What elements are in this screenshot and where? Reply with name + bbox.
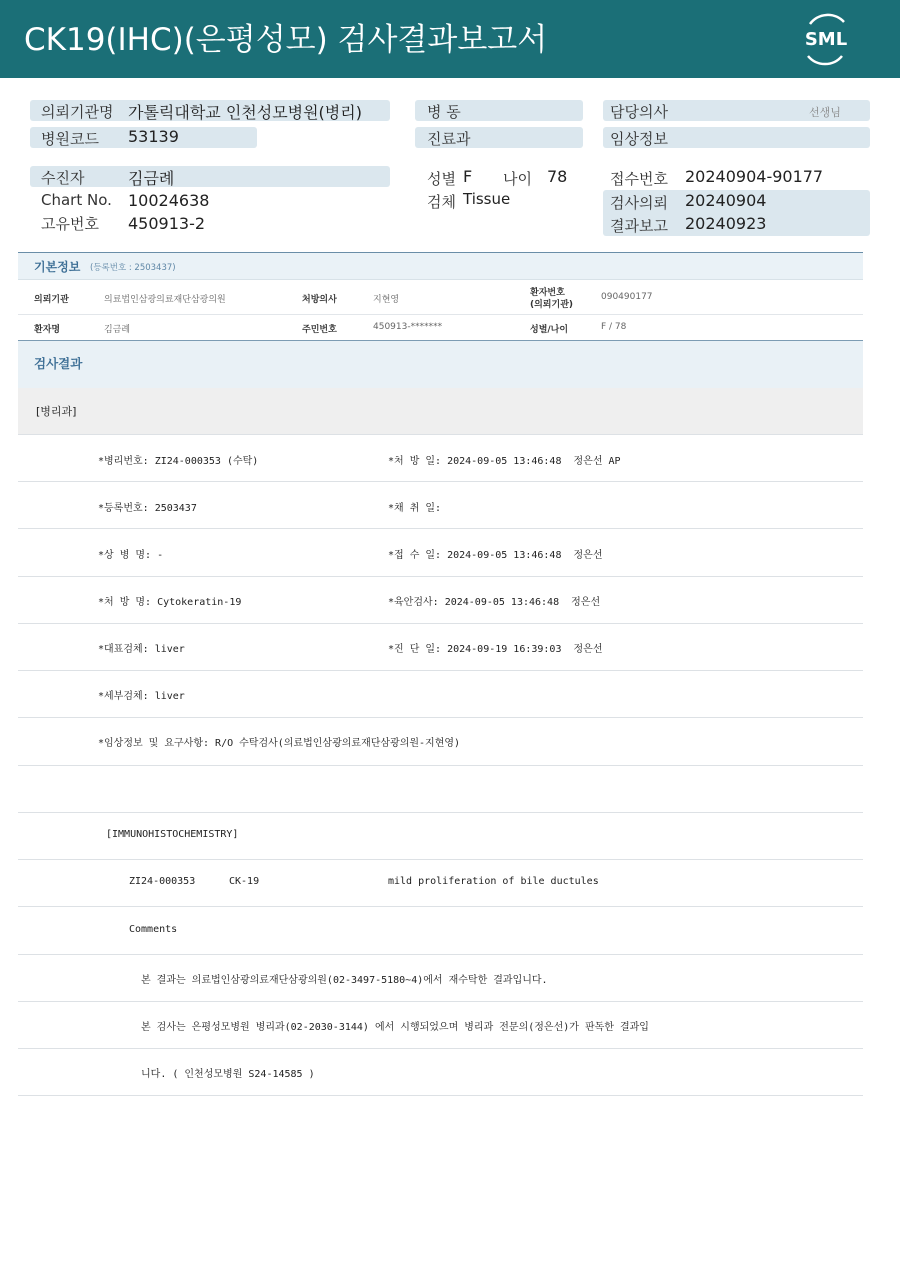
- request-date-value: 20240904: [685, 191, 767, 210]
- patient-no-val: 090490177: [601, 292, 653, 302]
- report-title: CK19(IHC)(은평성모) 검사결과보고서: [24, 22, 548, 58]
- ihc-case: ZI24-000353: [129, 876, 196, 887]
- registration-no: *등록번호: 2503437: [98, 503, 197, 514]
- sex-value: F: [463, 167, 473, 186]
- report-header: [0, 0, 900, 78]
- comment-2: 본 검사는 은평성모병원 병리과(02-2030-3144) 에서 시행되었으며 병리과 전문의(정은선)가 판독한 결과입: [141, 1022, 649, 1033]
- row-divider: [18, 812, 863, 813]
- patient-name-key: 환자명: [34, 325, 61, 335]
- basic-row-divider: [18, 314, 863, 315]
- diagnosis-date: *진 단 일: 2024-09-19 16:39:03 정은선: [388, 644, 603, 655]
- specimen-value: Tissue: [463, 190, 511, 208]
- doctor-suffix: 선생님: [809, 106, 841, 119]
- prescription-date: *처 방 일: 2024-09-05 13:46:48 정은선 AP: [388, 456, 621, 467]
- unique-no-label: 고유번호: [41, 215, 99, 233]
- sex-age-val: F / 78: [601, 322, 627, 332]
- prescription-name: *처 방 명: Cytokeratin-19: [98, 597, 242, 608]
- ihc-header: [IMMUNOHISTOCHEMISTRY]: [106, 829, 239, 840]
- collection-date: *채 취 일:: [388, 503, 442, 514]
- comment-1: 본 결과는 의료법인삼광의료재단삼광의원(02-3497-5180~4)에서 재수탁한 결과입니다.: [141, 975, 548, 986]
- ihc-finding: mild proliferation of bile ductules: [388, 876, 599, 887]
- clinical-info-label: 임상정보: [610, 130, 668, 148]
- sex-age-key: 성별/나이: [530, 325, 569, 335]
- doctor-label: 담당의사: [610, 103, 668, 121]
- basic-info-title: 기본정보: [34, 260, 81, 274]
- institution-value: 가톨릭대학교 인천성모병원(병리): [128, 103, 362, 122]
- row-divider: [18, 765, 863, 766]
- row-divider: [18, 954, 863, 955]
- report-date-value: 20240923: [685, 214, 767, 233]
- dept-title: [병리과]: [36, 405, 77, 418]
- row-divider: [18, 623, 863, 624]
- ward-label: 병 동: [427, 103, 461, 121]
- basic-info-reg-no: (등록번호 : 2503437): [90, 263, 176, 273]
- sub-specimen: *세부검체: liver: [98, 691, 185, 702]
- comment-3: 니다. ( 인천성모병원 S24-14585 ): [141, 1069, 315, 1080]
- result-title: 검사결과: [34, 356, 83, 371]
- row-divider: [18, 528, 863, 529]
- basic-info-section: [18, 252, 863, 340]
- clinical-request: *임상정보 및 요구사항: R/O 수탁검사(의료법인삼광의료재단삼광의원-지현영): [98, 738, 461, 749]
- pathology-no: *병리번호: ZI24-000353 (수탁): [98, 456, 259, 467]
- receipt-no-value: 20240904-90177: [685, 167, 824, 186]
- row-divider: [18, 906, 863, 907]
- specimen-label: 검체: [427, 193, 456, 211]
- disease-name: *상 병 명: -: [98, 550, 164, 561]
- chart-no-label: Chart No.: [41, 191, 112, 209]
- sex-label: 성별: [427, 170, 456, 188]
- report-date-label: 결과보고: [610, 217, 668, 235]
- patient-no-key-2: (의뢰기관): [530, 300, 574, 310]
- resident-no-val: 450913-*******: [373, 322, 443, 332]
- institution-label: 의뢰기관명: [41, 103, 114, 121]
- patient-label: 수진자: [41, 169, 85, 187]
- hospital-code-value: 53139: [128, 127, 179, 146]
- department-label: 진료과: [427, 130, 471, 148]
- row-divider: [18, 1048, 863, 1049]
- result-header: [18, 340, 863, 388]
- row-divider: [18, 481, 863, 482]
- row-divider: [18, 717, 863, 718]
- unique-no-value: 450913-2: [128, 214, 206, 233]
- request-date-label: 검사의뢰: [610, 194, 668, 212]
- institution-key: 의뢰기관: [34, 295, 69, 305]
- patient-name: 김금례: [128, 169, 175, 188]
- chart-no-value: 10024638: [128, 191, 210, 210]
- row-divider: [18, 859, 863, 860]
- comments-label: Comments: [129, 924, 178, 935]
- gross-exam: *육안검사: 2024-09-05 13:46:48 정은선: [388, 597, 601, 608]
- receipt-no-label: 접수번호: [610, 170, 668, 188]
- institution-val: 의료법인삼광의료재단삼광의원: [104, 295, 226, 305]
- patient-name-val: 김금례: [104, 325, 131, 335]
- row-divider: [18, 670, 863, 671]
- sml-logo: [796, 10, 856, 68]
- resident-no-key: 주민번호: [302, 325, 337, 335]
- row-divider: [18, 1001, 863, 1002]
- row-divider: [18, 576, 863, 577]
- dept-header: [18, 388, 863, 435]
- logo-text: SML: [804, 29, 848, 50]
- row-divider: [18, 1095, 863, 1096]
- hospital-code-label: 병원코드: [41, 130, 99, 148]
- main-specimen: *대표검체: liver: [98, 644, 185, 655]
- ihc-marker: CK-19: [229, 876, 260, 887]
- receipt-date: *접 수 일: 2024-09-05 13:46:48 정은선: [388, 550, 603, 561]
- age-value: 78: [547, 167, 568, 186]
- basic-info-header: [18, 253, 863, 280]
- row-divider: [18, 434, 863, 435]
- prescriber-key: 처방의사: [302, 295, 337, 305]
- prescriber-val: 지현영: [373, 295, 400, 305]
- age-label: 나이: [503, 170, 532, 188]
- patient-no-key-1: 환자번호: [530, 288, 565, 298]
